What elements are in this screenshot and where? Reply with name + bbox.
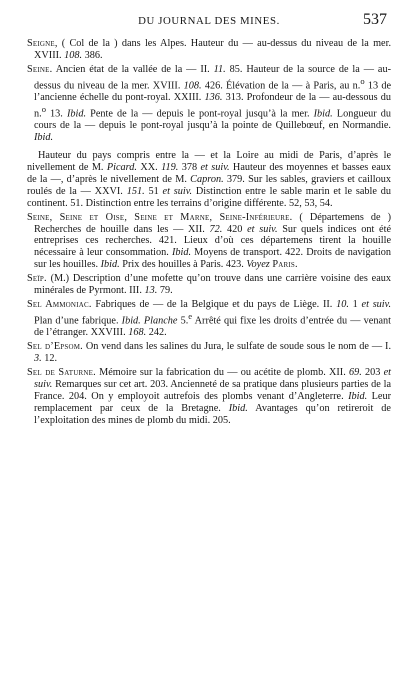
index-entries — [27, 38, 391, 426]
page-number: 537 — [363, 11, 387, 28]
index-entry-sel-saturne: Sel de Saturne. Mémoire sur la fabrication du — ou acétite de plomb. XII. 69. 203 et suiv. Remarques sur cet art. 203. Ancienneté de sa pratique dans plusieurs parties de la France. 204. On y employoit autrefois des plombs venant d’Angleterre. Ibid. Leur remplacement par ceux de la Bretagne. Ibid. Avantages qu’on retireroit de l’exploitation des mines de plomb du midi. 205. — [27, 366, 391, 426]
index-entry-seigne: Seigne, ( Col de la ) dans les Alpes. Hauteur du — au-dessus du niveau de la mer. XVIII. 108. 386. — [27, 38, 391, 61]
index-entry-seine-continued: Hauteur du pays compris entre la — et la Loire au midi de Paris, d’après le nivellement de M. Picard. XX. 119. 378 et suiv. Hauteur des moyennes et basses eaux de la —, d’après le nivellement de M. Capron. 379. Sur les sables, graviers et cailloux roulés de la — XXVI. 151. 51 et suiv. Distinction entre le sable marin et le sable du continent. 51. Distinction entre les terrains d’origine différente. 52, 53, 54. — [27, 150, 392, 209]
running-header — [27, 10, 391, 38]
index-entry-sel-ammoniac: Sel Ammoniac. Fabriques de — de la Belgique et du pays de Liège. II. 10. 1 et suiv. Plan d’une fabrique. Ibid. Planche 5.$^e$ Arrêté qui fixe les droits d’entrée du — venant de l’étranger. XXVIII. 168. 242. — [27, 298, 392, 339]
index-entry-sel-epsom: Sel d’Epsom. On vend dans les salines du Jura, le sulfate de soude sous le nom de — I. 3. 12. — [27, 341, 392, 364]
index-entry-seine: Seine. Ancien état de la vallée de la — II. 11. 85. Hauteur de la source de la — au-dessus du niveau de la mer. XVIII. 108. 426. Élévation de la — à Paris, au n.$^o$ 13 de l’ancienne échelle du pont-royal. XXIII. 136. 313. Profondeur de la — au-dessous du n.$^o$ 13. Ibid. Pente de la — depuis le pont-royal jusqu’à la mer. Ibid. Longueur du cours de la — depuis le pont-royal jusqu’à la pointe de Quillebœuf, en Normandie. Ibid. — [27, 63, 392, 144]
running-title: DU JOURNAL DES MINES. — [138, 15, 280, 27]
index-entry-seip: Seïp. (M.) Description d’une mofette qu’on trouve dans une carrière voisine des eaux minérales de Pyrmont. III. 13. 79. — [27, 273, 391, 297]
index-entry-seine-departements: Seine, Seine et Oise, Seine et Marne, Seine-Inférieure. ( Départemens de ) Recherches de houille dans les — XII. 72. 420 et suiv. Sur quels indices ont été entreprises ces recherches. 421. Lieux d’où ces départemens tirent la houille nécessaire à leur consommation. Ibid. Moyens de transport. 422. Droits de navigation sur les houilles. Ibid. Prix des houilles à Paris. 423. Voyez Paris. — [27, 211, 392, 271]
